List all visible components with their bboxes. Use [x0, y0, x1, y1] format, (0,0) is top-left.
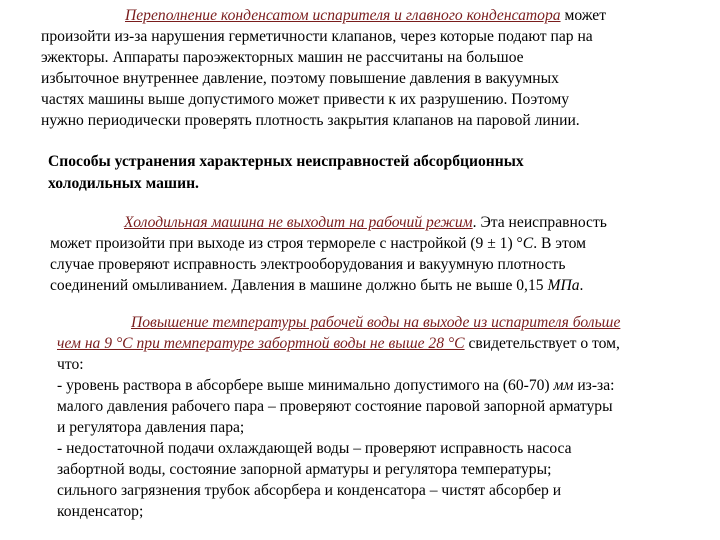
text-run: может: [560, 7, 607, 24]
paragraph-line: сильного загрязнения трубок абсорбера и конденсатора – чистят абсорбер и: [57, 482, 562, 499]
paragraph-line: избыточное внутреннее давление, поэтому повышение давления в вакуумных: [41, 70, 559, 87]
paragraph-line: [57, 312, 707, 333]
text-run: соединений омыливанием. Давления в машине должно быть не выше 0,15: [50, 277, 548, 294]
paragraph-line: забортной воды, состояние запорной арматуры и регулятора температуры;: [57, 461, 552, 478]
paragraph-line: - недостаточной подачи охлаждающей воды – проверяют исправность насоса: [57, 440, 572, 457]
paragraph-line: [50, 275, 700, 296]
emphasis-link-no-operating-mode: Холодильная машина не выходит на рабочий режим: [124, 214, 473, 231]
emphasis-link-water-temperature: Повышение температуры рабочей воды на выходе из испарителя больше: [131, 314, 621, 331]
paragraph-line: [57, 333, 707, 354]
paragraph-line: что:: [57, 356, 84, 373]
paragraph-line: [50, 233, 700, 254]
paragraph-water-temperature: [57, 312, 707, 522]
paragraph-line: частях машины выше допустимого может привести к их разрушению. Поэтому: [41, 91, 569, 108]
paragraph-line: [41, 5, 701, 26]
heading-line: Способы устранения характерных неисправностей абсорбционных: [48, 153, 524, 170]
paragraph-line: [57, 375, 707, 396]
paragraph-line: конденсатор;: [57, 503, 144, 520]
section-heading: [48, 151, 688, 195]
unit-text: мм: [553, 377, 574, 394]
paragraph-line: [50, 212, 700, 233]
paragraph-line: эжекторы. Аппараты пароэжекторных машин не рассчитаны на большое: [41, 49, 524, 66]
text-run: может произойти при выходе из строя термореле с настройкой (9 ± 1) °: [50, 235, 523, 252]
text-run: из-за:: [573, 377, 615, 394]
emphasis-link-condensate-overflow: Переполнение конденсатом испарителя и главного конденсатора: [125, 7, 561, 24]
paragraph-line: случае проверяют исправность электрооборудования и вакуумную плотность: [50, 256, 566, 273]
unit-text: С: [522, 235, 534, 252]
heading-line: холодильных машин.: [48, 175, 199, 192]
text-run: свидетельствует о том,: [464, 335, 620, 352]
text-run: .: [579, 277, 584, 294]
paragraph-line: малого давления рабочего пара – проверяют состояние паровой запорной арматуры: [57, 398, 613, 415]
text-run: . Эта неисправность: [472, 214, 607, 231]
paragraph-line: произойти из-за нарушения герметичности клапанов, через которые подают пар на: [41, 28, 593, 45]
paragraph-no-operating-mode: [50, 212, 700, 296]
emphasis-link-water-temperature-cont: чем на 9 °С при температуре забортной воды не выше 28 °С: [57, 335, 465, 352]
paragraph-line: нужно периодически проверять плотность закрытия клапанов на паровой линии.: [41, 112, 580, 129]
paragraph-line: и регулятора давления пара;: [57, 419, 245, 436]
paragraph-condensate-overflow: [41, 5, 701, 131]
text-run: . В этом: [533, 235, 586, 252]
text-run: - уровень раствора в абсорбере выше минимально допустимого на (60-70): [57, 377, 554, 394]
unit-text: МПа: [547, 277, 580, 294]
